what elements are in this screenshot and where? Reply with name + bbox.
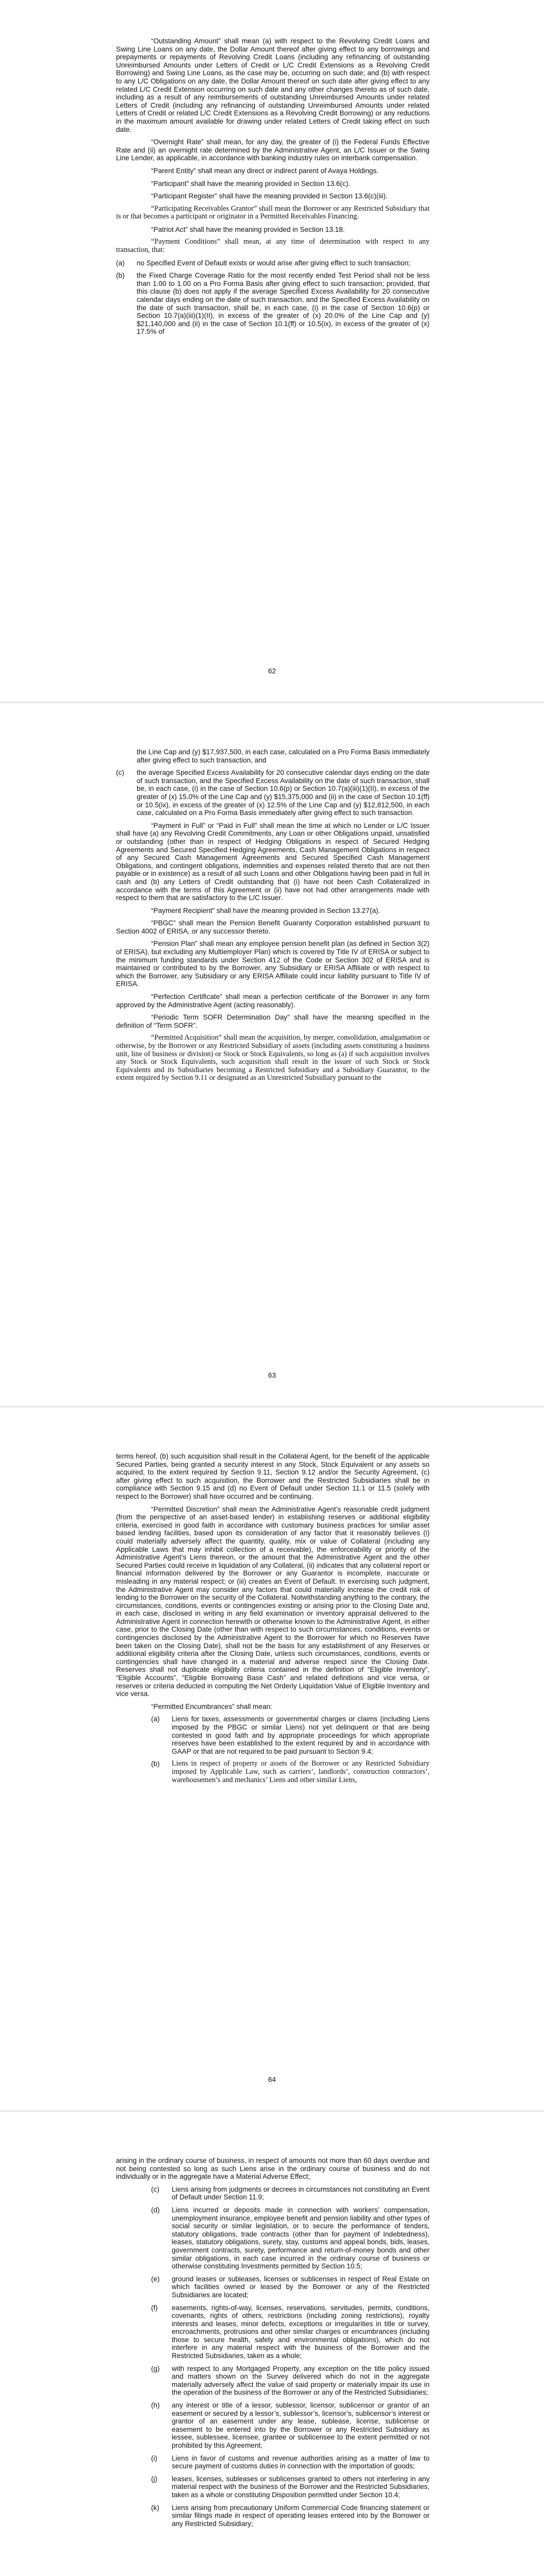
definition-parent-entity: “Parent Entity” shall mean any direct or indirect parent of Avaya Holdings.	[151, 166, 379, 175]
page-number: 62	[268, 667, 276, 675]
list-item	[116, 769, 430, 817]
item-text: ground leases or subleases, licenses or sublicenses in respect of Real Estate on which facilities owned or leased by the Borrower or any of the Restricted Subsidiaries are located;	[172, 2275, 430, 2299]
item-number: (j)	[151, 2475, 158, 2483]
item-text: Liens in respect of property or assets of the Borrower or any Restricted Subsidiary imposed by Applicable Law, such as carriers’, landlords’, construction contractors’, warehousemen’s and mechanics’ Liens and other similar Liens,	[172, 1759, 430, 1784]
item-text: the Fixed Charge Coverage Ratio for the most recently ended Test Period shall not be less than 1.00 to 1.00 on a Pro Forma Basis after giving effect to such transaction; provided, that this clause (b) does not apply if the average Specified Excess Availability for 20 consecutive calendar days ending on the date of such transaction, and the Specified Excess Availability on the date of such transaction, shall be, in each case, (i) in the case of Section 10.6(p) or Section 10.7(a)(iii)(1)(II), in excess of the greater of (x) 20.0% of the Line Cap and (y) $21,140,000 and (ii) in the case of Section 10.1(ff) or 10.5(ix), in excess of the greater of (x) 17.5% of	[137, 272, 430, 336]
item-number: (k)	[151, 2503, 159, 2512]
paragraph-continued: terms hereof, (b) such acquisition shall result in the Collateral Agent, for the benefit of the applicable Secured Parties, being granted a security interest in any Stock, Stock Equivalent or any assets so acquired, to the extent required by Section 9.11, Section 9.12 and/or the Security Agreement, (c) after giving effect to such acquisition, the Borrower and the Restricted Subsidiaries shall be in compliance with Section 9.15 and (d) no Event of Default under Section 11.1 or 11.5 (solely with respect to the Borrower) shall have occurred and be continuing.	[116, 1452, 430, 1500]
page-64-content	[116, 1452, 430, 1789]
definition-overnight-rate: “Overnight Rate” shall mean, for any day, the greater of (i) the Federal Funds Effective Rate and (ii) an overnight rate determined by the Administrative Agent, an L/C Issuer or the Swing Line Lender, as applicable, in accordance with banking industry rules on interbank compensation.	[116, 138, 430, 162]
page-63-content	[116, 748, 430, 1087]
list-item	[116, 2275, 430, 2299]
paragraph-continued: arising in the ordinary course of business, in respect of amounts not more than 60 days overdue and not being contested so long as such Liens arise in the ordinary course of business and do not individually or in the aggregate have a Material Adverse Effect;	[116, 2157, 430, 2181]
item-text: Liens arising from precautionary Uniform Commercial Code financing statement or similar filings made in respect of operating leases entered into by the Borrower or any Restricted Subsidiary;	[172, 2503, 430, 2528]
item-text: easements, rights-of-way, licenses, reservations, servitudes, permits, conditions, covenants, rights of others, restrictions (including zoning restrictions), royalty interests and leases, minor defects, exceptions or irregularities in title or survey, encroachments, protrusions and other similar charges or encumbrances (including those to secure health, safety and environmental obligations), which do not interfere in any material respect with the business of the Borrower and the Restricted Subsidiaries, taken as a whole;	[172, 2303, 430, 2360]
list-item	[116, 2365, 430, 2397]
page-divider	[0, 2110, 544, 2112]
list-item	[116, 2504, 430, 2528]
item-text: the average Specified Excess Availability for 20 consecutive calendar days ending on the date of such transaction, and the Specified Excess Availability on the date of such transaction, shall be, in each case, (i) in the case of Section 10.6(p) or Section 10.7(a)(iii)(1)(II), in excess of the greater of (x) 15.0% of the Line Cap and (y) $15,375,000 and (ii) in the case of Section 10.1(ff) or 10.5(ix), in excess of the greater of (x) 12.5% of the Line Cap and (y) $12,812,500, in each case, calculated on a Pro Forma Basis immediately after giving effect to such transaction.	[137, 769, 430, 817]
list-item	[116, 2475, 430, 2499]
page-divider	[0, 1406, 544, 1408]
definition-participant: “Participant” shall have the meaning provided in Section 13.6(c).	[151, 179, 351, 188]
item-number: (e)	[151, 2275, 160, 2283]
definition-payment-in-full: “Payment in Full” or “Paid in Full” shall mean the time at which no Lender or L/C Issuer shall have (a) any Revolving Credit Commitments, any Loan or other Obligations unpaid, unsatisfied or outstanding (other than in respect of Hedging Obligations in respect of Secured Hedging Agreements and Secured Specified Hedging Agreements, Cash Management Obligations in respect of any Secured Cash Management Agreements and Secured Specified Cash Management Obligations, and contingent obligations, indemnities and expenses related thereto that are not then payable or in existence) as a result of all such Loans and other Obligations having been paid in full in cash and (b) any Letters of Credit outstanding that (i) have not been Cash Collateralized in accordance with the terms of this Agreement or (ii) have not had other arrangements made with respect to them that are satisfactory to the L/C Issuer.	[116, 821, 430, 902]
item-number: (d)	[151, 2206, 160, 2214]
item-text: leases, licenses, subleases or sublicenses granted to others not interfering in any material respect with the business of the Borrower and the Restricted Subsidiaries, taken as a whole or constituting Disposition permitted under Section 10.4;	[172, 2475, 430, 2499]
item-text: with respect to any Mortgaged Property, any exception on the title policy issued and matters shown on the Survey delivered which do not in the aggregate materially adversely affect the value of said property or materially impair its use in the operation of the business of the Borrower or any of the Restricted Subsidiaries;	[172, 2364, 430, 2397]
definition-participating-receivables-grantor: “Participating Receivables Grantor” shall mean the Borrower or any Restricted Subsidiary that is or that becomes a participant or originator in a Permitted Receivables Financing.	[116, 204, 430, 221]
page-number: 64	[268, 2076, 276, 2083]
item-number: (f)	[151, 2303, 158, 2312]
list-item-continued	[116, 748, 430, 764]
definition-permitted-acquisition: “Permitted Acquisition” shall mean the acquisition, by merger, consolidation, amalgamation or otherwise, by the Borrower or any Restricted Subsidiary of assets (including assets constituting a business unit, line of business or division) or Stock or Stock Equivalents, so long as (a) if such acquisition involves any Stock or Stock Equivalents, such acquisition shall result in the issuer of such Stock or Stock Equivalents and its Subsidiaries becoming a Restricted Subsidiary and a Subsidiary Guarantor, to the extent required by Section 9.11 or designated as an Unrestricted Subsidiary pursuant to the	[116, 1033, 430, 1082]
page-63	[0, 704, 544, 1405]
list-item	[116, 2185, 430, 2201]
item-text: Liens for taxes, assessments or governmental charges or claims (including Liens imposed by the PBGC or similar Liens) not yet delinquent or that are being contested in good faith and by appropriate proceedings for which appropriate reserves have been established to the extent required by and in accordance with GAAP or that are not required to be paid pursuant to Section 9.4;	[172, 1715, 430, 1755]
page-65	[0, 2113, 544, 2576]
list-item	[116, 259, 430, 267]
list-item	[116, 2454, 430, 2470]
item-text: Liens incurred or deposits made in connection with workers’ compensation, unemployment insurance, employee benefit and pension liability and other types of social security or similar legislation, or to secure the performance of tenders, statutory obligations, trade contracts (other than for payment of Indebtedness), leases, statutory obligations, surety, stay, customs and appeal bonds, bids, leases, government contracts, surety, performance and return-of-money bonds and other similar obligations, in each case incurred in the ordinary course of business or otherwise constituting Investments permitted by Section 10.5;	[172, 2206, 430, 2270]
item-number: (b)	[116, 272, 125, 280]
list-item	[116, 2401, 430, 2450]
item-text: the Line Cap and (y) $17,937,500, in each case, calculated on a Pro Forma Basis immediately after giving effect to such transaction, and	[137, 748, 430, 764]
item-number: (c)	[151, 2185, 159, 2193]
list-item	[116, 1715, 430, 1755]
definition-patriot-act: “Patriot Act” shall have the meaning provided in Section 13.18.	[151, 225, 345, 233]
item-number-empty	[116, 748, 137, 764]
definition-periodic-term-sofr: “Periodic Term SOFR Determination Day” shall have the meaning specified in the definition of “Term SOFR”.	[116, 1013, 430, 1029]
item-number: (a)	[116, 259, 125, 267]
item-number: (c)	[116, 769, 124, 777]
definition-permitted-discretion: “Permitted Discretion” shall mean the Administrative Agent’s reasonable credit judgment (from the perspective of an asset-based lender) in establishing reserves or additional eligibility criteria, exercised in good faith in accordance with customary business practices for similar asset based lending facilities, based upon its consideration of any factor that it reasonably believes (i) could materially adversely affect the quantity, quality, mix or value of Collateral (including any Applicable Laws that may inhibit collection of a receivable), the enforceability or priority of the Administrative Agent’s Liens thereon, or the amount that the Administrative Agent and the other Secured Parties could receive in liquidation of any Collateral, (ii) indicates that any collateral report or financial information delivered by the Borrower or any Guarantor is incomplete, inaccurate or misleading in any material respect; or (iii) creates an Event of Default. In exercising such judgment, the Administrative Agent may consider any factors that could materially increase the credit risk of lending to the Borrower on the security of the Collateral. Notwithstanding anything to the contrary, the circumstances, conditions, events or contingencies existing or arising prior to the Closing Date and, in each case, disclosed in writing in any field examination or inventory appraisal delivered to the Administrative Agent in connection herewith or otherwise known to the Administrative Agent, in either case, prior to the Closing Date (other than with respect to such circumstances, conditions, events or contingencies disclosed by the Administrative Agent to the Borrower for which no Reserves have been taken on the Closing Date), shall not be the basis for any establishment of any Reserves or additional eligibility criteria after the Closing Date, unless such circumstances, conditions, events or contingencies shall have changed in a material and adverse respect since the Closing Date. Reserves shall not duplicate eligibility criteria contained in the definition of “Eligible Inventory”, “Eligible Accounts”, “Eligible Borrowing Base Cash” and related definitions and vice versa, or reserves or criteria deducted in computing the Net Orderly Liquidation Value of Eligible Inventory and vice versa.	[116, 1505, 430, 1698]
definition-outstanding-amount: “Outstanding Amount” shall mean (a) with respect to the Revolving Credit Loans and Swing Line Loans on any date, the Dollar Amount thereof after giving effect to any borrowings and prepayments or repayments of Revolving Credit Loans (including any refinancing of outstanding Unreimbursed Amounts under Letters of Credit or L/C Credit Extensions as a Revolving Credit Borrowing) and Swing Line Loans, as the case may be, occurring on such date; and (b) with respect to any L/C Obligations on any date, the Dollar Amount thereof on such date after giving effect to any related L/C Credit Extension occurring on such date and any other changes thereto as of such date, including as a result of any reimbursements of outstanding Unreimbursed Amounts under related Letters of Credit (including any refinancing of outstanding Unreimbursed Amounts under related Letters of Credit or related L/C Credit Extensions as a Revolving Credit Borrowing) or any reductions in the maximum amount available for drawing under related Letters of Credit taking effect on such date.	[116, 37, 430, 133]
list-item	[116, 2304, 430, 2360]
item-text: Liens arising from judgments or decrees in circumstances not constituting an Event of Default under Section 11.9;	[172, 2185, 430, 2201]
definition-pension-plan: “Pension Plan” shall mean any employee pension benefit plan (as defined in Section 3(2) of ERISA), but excluding any Multiemployer Plan) which is covered by Title IV of ERISA or subject to the minimum funding standards under Section 412 of the Code or Section 302 of ERISA and is maintained or contributed to by the Borrower, any Subsidiary or ERISA Affiliate or with respect to which the Borrower, any Subsidiary or any ERISA Affiliate could incur liability pursuant to Title IV of ERISA.	[116, 940, 430, 988]
page-65-content	[116, 2157, 430, 2532]
list-item	[116, 272, 430, 336]
definition-pbgc: “PBGC” shall mean the Pension Benefit Guaranty Corporation established pursuant to Section 4002 of ERISA, or any successor thereto.	[116, 919, 430, 935]
list-item	[116, 2206, 430, 2270]
page-64	[0, 1409, 544, 2109]
definition-perfection-certificate: “Perfection Certificate” shall mean a perfection certificate of the Borrower in any form approved by the Administrative Agent (acting reasonably).	[116, 993, 430, 1009]
definition-permitted-encumbrances: “Permitted Encumbrances” shall mean:	[151, 1702, 272, 1710]
list-item	[116, 1760, 430, 1784]
page-divider	[0, 702, 544, 703]
definition-payment-recipient: “Payment Recipient” shall have the meaning provided in Section 13.27(a).	[151, 906, 381, 914]
item-number: (h)	[151, 2401, 160, 2410]
definition-participant-register: “Participant Register” shall have the meaning provided in Section 13.6(c)(iii).	[151, 192, 388, 200]
item-number: (a)	[151, 1715, 160, 1723]
item-text: any interest or title of a lessor, sublessor, licensor, sublicensor or grantor of an easement or secured by a lessor’s, sublessor’s, licensor’s, sublicensor’s interest or grantor of an easement under any lease, sublease, license, sublicense or easement to be entered into by the Borrower or any Restricted Subsidiary as lessee, sublessee, licensee, grantee or sublicensee to the extent permitted or not prohibited by this Agreement;	[172, 2401, 430, 2449]
item-number: (g)	[151, 2364, 160, 2372]
item-text: Liens in favor of customs and revenue authorities arising as a matter of law to secure payment of customs duties in connection with the importation of goods;	[172, 2454, 430, 2470]
page-62	[0, 0, 544, 701]
page-62-content	[116, 37, 430, 341]
definition-payment-conditions: “Payment Conditions” shall mean, at any time of determination with respect to any transaction, that:	[116, 238, 430, 255]
page-number: 63	[268, 1371, 276, 1379]
item-number: (b)	[151, 1760, 160, 1768]
item-number: (i)	[151, 2454, 158, 2462]
item-text: no Specified Event of Default exists or would arise after giving effect to such transaction;	[137, 259, 410, 267]
